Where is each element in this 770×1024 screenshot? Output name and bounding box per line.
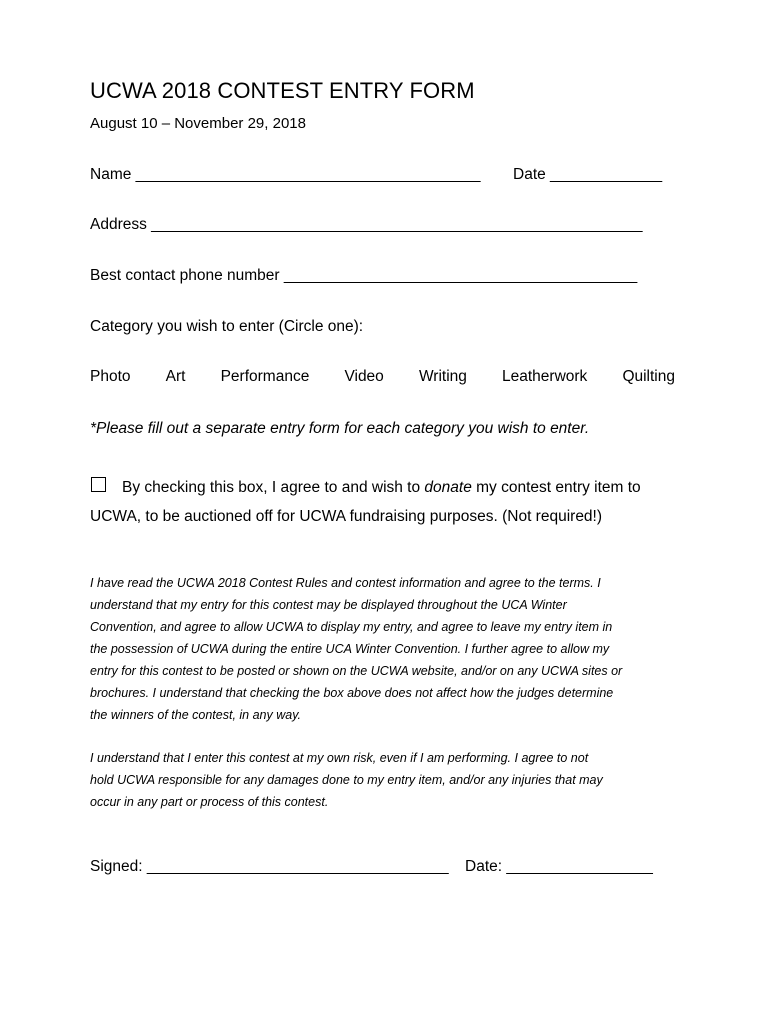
agreement-line: Convention, and agree to allow UCWA to display my entry, and agree to leave my entry item in	[90, 620, 613, 634]
donate-text-before: By checking this box, I agree to and wish to	[122, 479, 425, 496]
agreement-paragraph-2	[90, 747, 690, 813]
category-option-photo[interactable]: Photo	[90, 368, 131, 385]
phone-field[interactable]: Best contact phone number _________________________________________	[90, 267, 638, 284]
category-option-leatherwork[interactable]: Leatherwork	[502, 368, 588, 385]
category-option-video[interactable]: Video	[344, 368, 384, 385]
category-option-quilting[interactable]: Quilting	[622, 368, 675, 385]
category-options	[90, 368, 675, 386]
agreement-line: understand that my entry for this contest may be displayed throughout the UCA Winter	[90, 598, 567, 612]
category-prompt: Category you wish to enter (Circle one):	[90, 318, 364, 335]
donate-checkbox[interactable]	[91, 477, 106, 492]
agreement-line: brochures. I understand that checking the box above does not affect how the judges determine	[90, 686, 614, 700]
agreement-line: entry for this contest to be posted or shown on the UCWA website, and/or on any UCWA sites or	[90, 664, 623, 678]
page-title: UCWA 2018 CONTEST ENTRY FORM	[90, 78, 475, 103]
agreement-paragraph-1	[90, 572, 690, 726]
signature-field[interactable]: Signed: ___________________________________	[90, 858, 449, 875]
contest-dates: August 10 – November 29, 2018	[90, 115, 306, 132]
signature-date-field[interactable]: Date: _________________	[465, 858, 653, 875]
donate-statement-line2: UCWA, to be auctioned off for UCWA fundraising purposes. (Not required!)	[90, 508, 603, 525]
category-option-art[interactable]: Art	[165, 368, 186, 385]
agreement-line: the possession of UCWA during the entire UCA Winter Convention. I further agree to allow my	[90, 642, 610, 656]
agreement-line: occur in any part or process of this contest.	[90, 795, 329, 809]
address-field[interactable]: Address _________________________________________________________	[90, 216, 643, 233]
agreement-line: the winners of the contest, in any way.	[90, 708, 301, 722]
donate-statement-line1	[122, 479, 641, 497]
agreement-line: hold UCWA responsible for any damages done to my entry item, and/or any injuries that may	[90, 773, 603, 787]
agreement-line: I understand that I enter this contest at my own risk, even if I am performing. I agree to not	[90, 751, 589, 765]
category-option-performance[interactable]: Performance	[220, 368, 310, 385]
name-field[interactable]: Name ________________________________________	[90, 166, 481, 183]
category-option-writing[interactable]: Writing	[418, 368, 467, 385]
donate-text-after: my contest entry item to	[471, 479, 641, 496]
agreement-line: I have read the UCWA 2018 Contest Rules and contest information and agree to the terms. I	[90, 576, 601, 590]
donate-emphasis: donate	[424, 479, 472, 496]
date-field[interactable]: Date _____________	[513, 166, 663, 183]
category-instruction: *Please fill out a separate entry form for each category you wish to enter.	[90, 420, 590, 437]
